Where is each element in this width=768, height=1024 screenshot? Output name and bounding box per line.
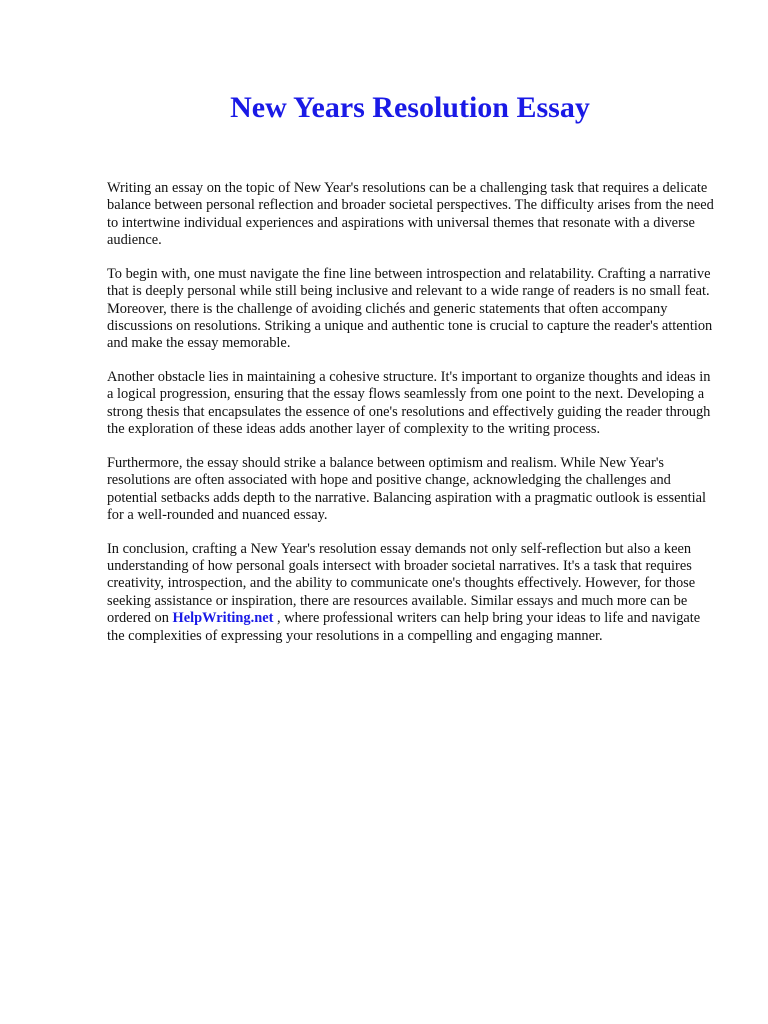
conclusion-text-end: , where professional writers can help bring your ideas to life and navigate the complexities of expressing your resolutions in a compelling and engaging manner. — [107, 610, 701, 644]
helpwriting-link[interactable]: HelpWriting.net — [172, 610, 274, 627]
document-title: New Years Resolution Essay — [230, 91, 590, 124]
paragraph-structure: Another obstacle lies in maintaining a cohesive structure. It's important to organize thoughts and ideas in a logical progression, ensuring that the essay flows seamlessly from one point to the next. Developing a strong thesis that encapsulates the essence of one's resolutions and effectively guiding the reader through the exploration of these ideas adds another layer of complexity to the writing process. — [107, 369, 711, 438]
conclusion-text-start: In conclusion, crafting a New Year's resolution essay demands not only self-reflection but also a keen understanding of how personal goals intersect with broader societal narratives. It's a task that requires creativity, introspection, and the ability to communicate one's thoughts effectively. However, for those seeking assistance or inspiration, there are resources available. Similar essays and much more can be ordered on — [107, 540, 696, 627]
document-body — [107, 180, 717, 661]
paragraph-conclusion — [107, 541, 717, 645]
paragraph-balance: Furthermore, the essay should strike a balance between optimism and realism. While New Year's resolutions are often associated with hope and positive change, acknowledging the challenges and potential setbacks adds depth to the narrative. Balancing aspiration with a pragmatic outlook is essential for a well-rounded and nuanced essay. — [107, 454, 707, 524]
paragraph-introspection: To begin with, one must navigate the fine line between introspection and relatability. Crafting a narrative that is deeply personal while still being inclusive and relevant to a wide range of readers is no small feat. Moreover, there is the challenge of avoiding clichés and generic statements that often accompany discussions on resolutions. Striking a unique and authentic tone is crucial to capture the reader's attention and make the essay memorable. — [107, 265, 713, 352]
paragraph-intro: Writing an essay on the topic of New Year's resolutions can be a challenging task that requires a delicate balance between personal reflection and broader societal perspectives. The difficulty arises from the need to intertwine individual experiences and aspirations with universal themes that resonate with a diverse audience. — [107, 180, 714, 249]
